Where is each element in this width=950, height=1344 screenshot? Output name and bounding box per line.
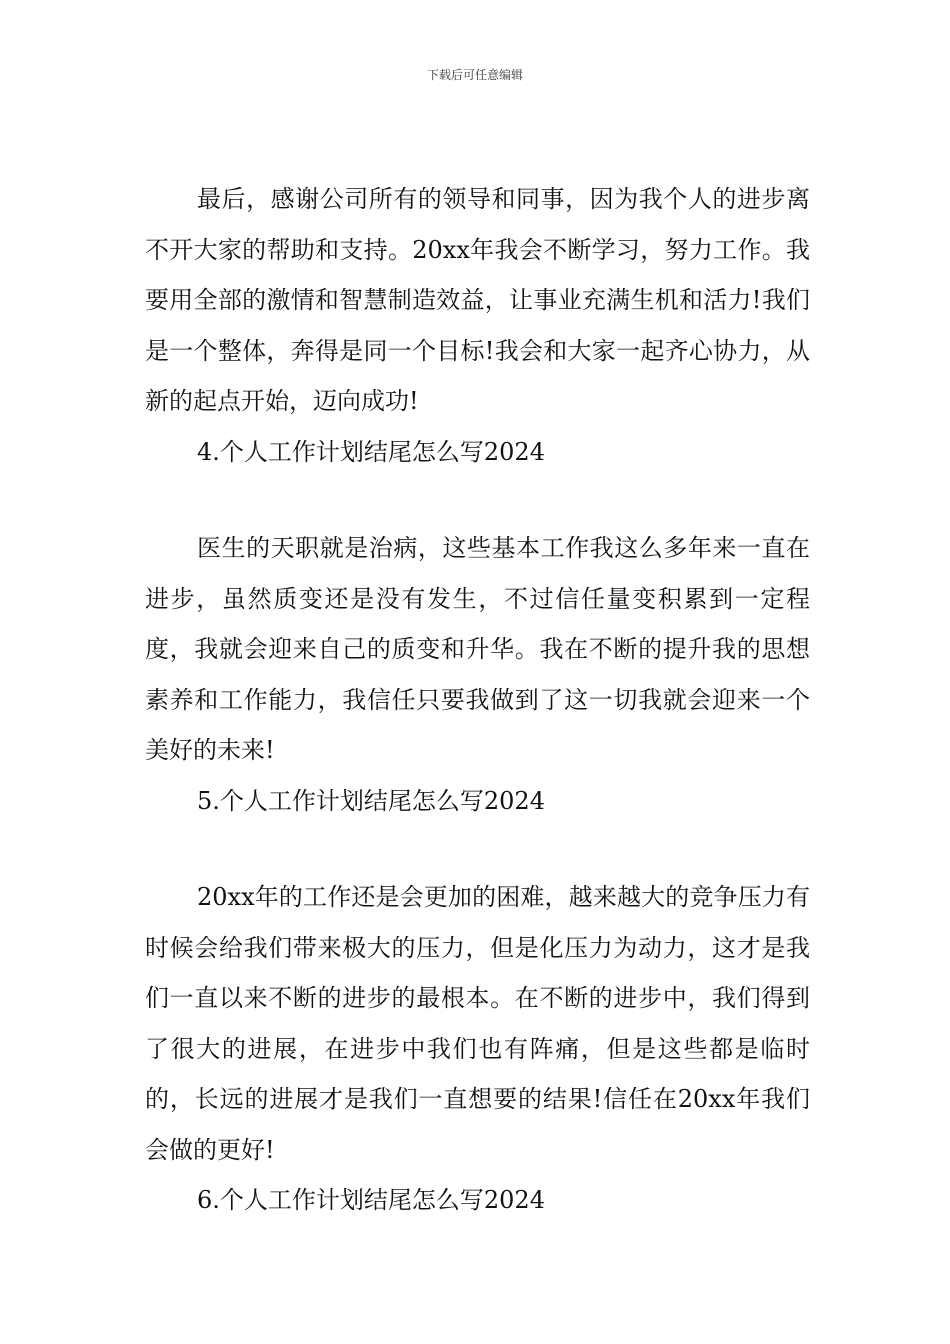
section-paragraph-5: 20xx年的工作还是会更加的困难，越来越大的竞争压力有时候会给我们带来极大的压力，但是化压力为动力，这才是我们一直以来不断的进步的最根本。在不断的进步中，我们得到了很大的进展，在进步中我们也有阵痛，但是这些都是临时的，长远的进展才是我们一直想要的结果!信任在20xx年我们会做的更好! — [145, 883, 810, 1164]
section-paragraph-4: 医生的天职就是治病，这些基本工作我这么多年来一直在进步，虽然质变还是没有发生，不过信任量变积累到一定程度，我就会迎来自己的质变和升华。我在不断的提升我的思想素养和工作能力，我信任只要我做到了这一切我就会迎来一个美好的未来! — [145, 534, 810, 764]
document-body — [145, 174, 810, 1226]
page-header: 下载后可任意编辑 — [426, 68, 523, 82]
closing-paragraph: 最后，感谢公司所有的领导和同事，因为我个人的进步离不开大家的帮助和支持。20xx年我会不断学习，努力工作。我要用全部的激情和智慧制造效益，让事业充满生机和活力!我们是一个整体，奔得是同一个目标!我会和大家一起齐心协力，从新的起点开始，迈向成功! — [145, 185, 810, 415]
section-heading-5: 5.个人工作计划结尾怎么写2024 — [197, 786, 545, 815]
section-heading-4: 4.个人工作计划结尾怎么写2024 — [197, 437, 545, 466]
section-heading-6: 6.个人工作计划结尾怎么写2024 — [197, 1186, 545, 1214]
